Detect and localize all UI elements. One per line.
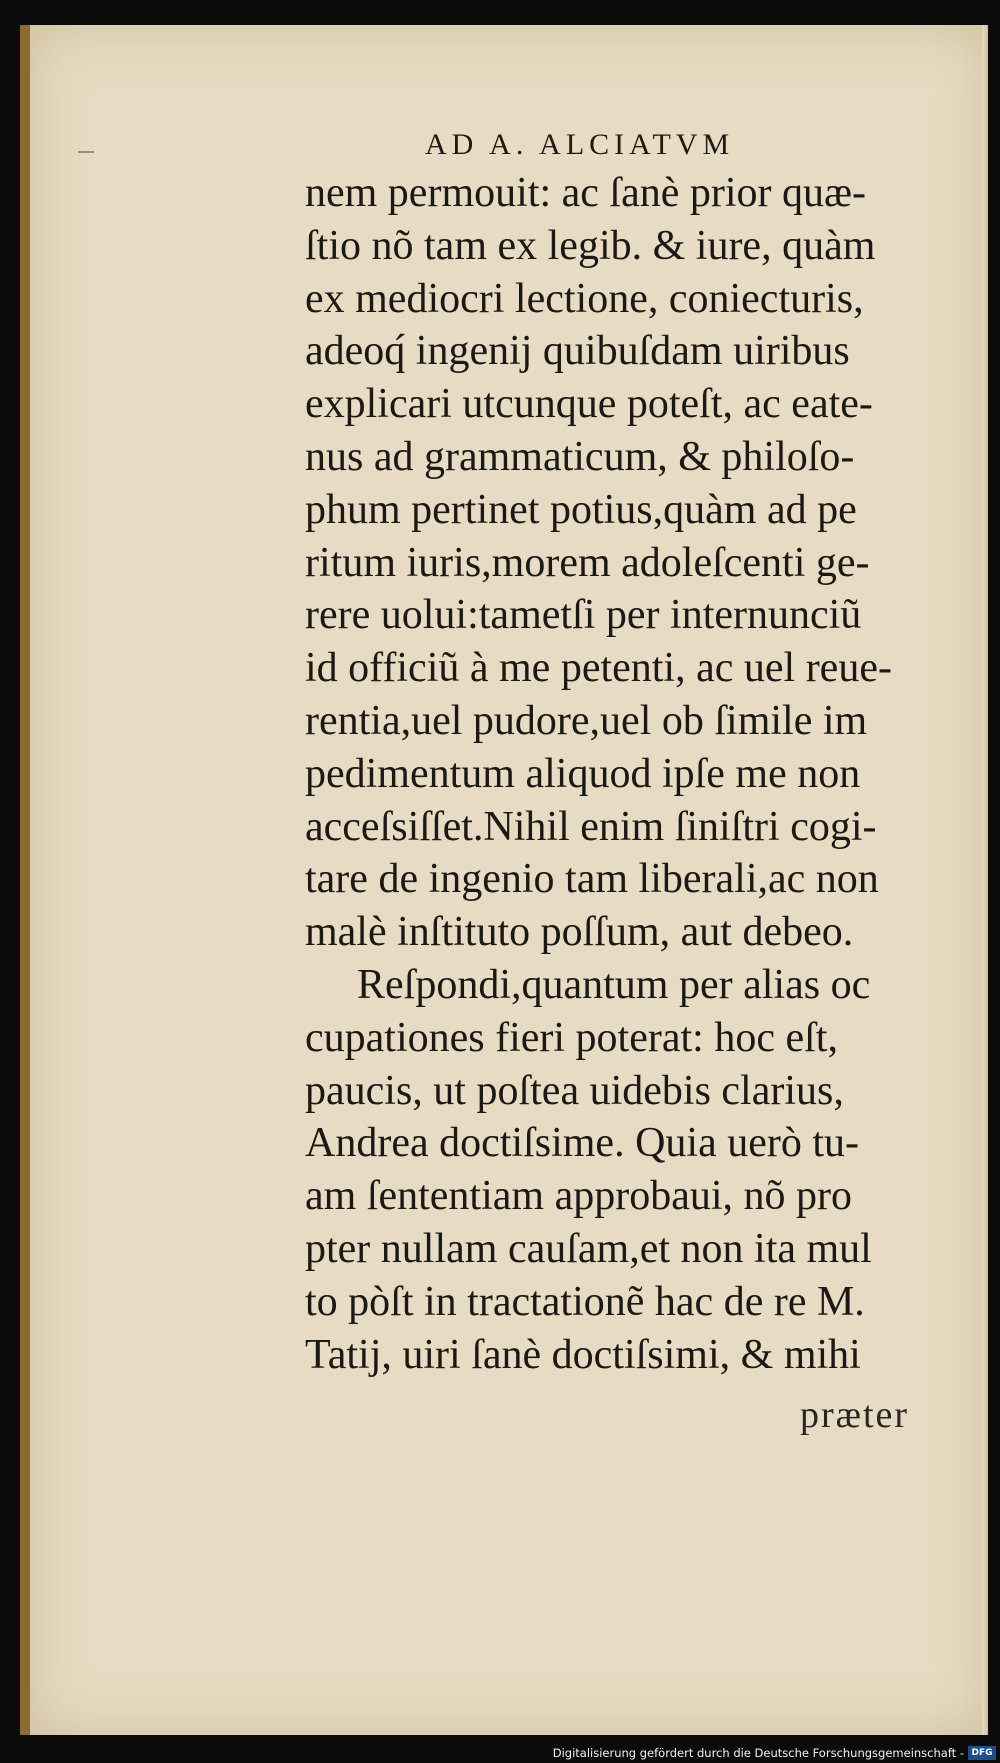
paragraph-start-line: Reſpondi,quantum per alias oc [357, 961, 871, 1008]
text-line: to pòſt in tractationẽ hac de re M. [305, 1278, 865, 1325]
text-line: rentia,uel pudore,uel ob ſimile im [305, 697, 868, 744]
text-line: ex mediocri lectione, coniecturis, [305, 275, 864, 322]
catchword: præter [800, 1394, 910, 1436]
text-line: rere uolui:tametſi per internunciũ [305, 592, 862, 639]
text-line: id officiũ à me petenti, ac uel reue- [305, 645, 892, 692]
text-line: cupationes fieri poterat: hoc eſt, [305, 1014, 838, 1061]
funding-credit: Digitalisierung gefördert durch die Deutsche Forschungsgemeinschaft - [552, 1746, 964, 1760]
text-line: adeoq́ ingenij quibuſdam uiribus [305, 328, 850, 375]
text-line: ritum iuris,morem adoleſcenti ge- [305, 539, 870, 586]
text-line: ſtio nõ tam ex legib. & iure, quàm [305, 222, 876, 269]
text-line: acceſsiſſet.Nihil enim ſiniſtri cogi- [305, 803, 877, 850]
text-line: phum pertinet potius,quàm ad pe [305, 486, 857, 533]
text-line: Tatij, uiri ſanè doctiſsimi, & mihi [305, 1331, 861, 1378]
text-line: pter nullam cauſam,et non ita mul [305, 1225, 872, 1272]
text-line: malè inſtituto poſſum, aut debeo. [305, 909, 854, 956]
text-line: tare de ingenio tam liberali,ac non [305, 856, 879, 903]
margin-mark [78, 151, 94, 153]
text-line: explicari utcunque poteſt, ac eate- [305, 381, 873, 428]
text-line: pedimentum aliquod ipſe me non [305, 750, 861, 797]
text-line: am ſententiam approbaui, nõ pro [305, 1173, 853, 1220]
running-head: AD A. ALCIATVM [425, 128, 735, 161]
text-line: Andrea doctiſsime. Quia uerò tu- [305, 1120, 859, 1167]
footer-bar [0, 1741, 1000, 1763]
body-text [305, 167, 945, 1381]
dfg-logo: DFG [968, 1746, 996, 1760]
text-line: nus ad grammaticum, & philoſo- [305, 433, 855, 480]
text-line: nem permouit: ac ſanè prior quæ- [305, 170, 866, 216]
page-edge [982, 25, 988, 1735]
text-line: paucis, ut poſtea uidebis clarius, [305, 1067, 844, 1114]
